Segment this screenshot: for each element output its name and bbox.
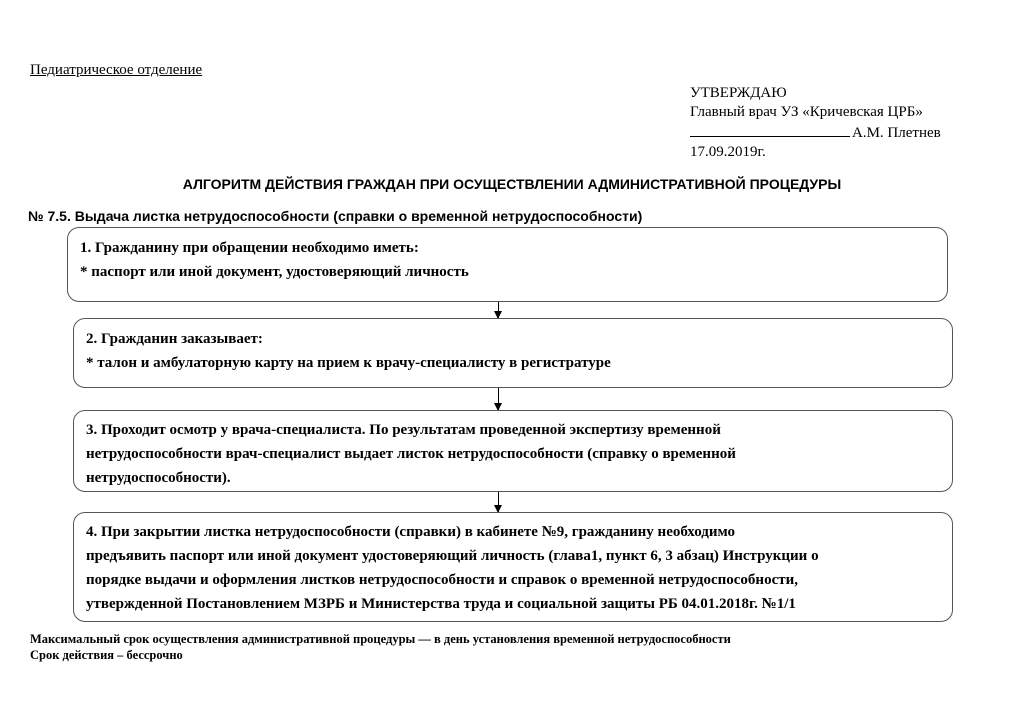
arrow-down-icon: [498, 388, 499, 410]
step-4-line-3: порядке выдачи и оформления листков нетрудоспособности и справок о временной нетрудоспособности,: [86, 572, 798, 588]
approval-date: 17.09.2019г.: [690, 144, 766, 160]
step-2-line-2: * талон и амбулаторную карту на прием к врачу-специалисту в регистратуре: [86, 355, 611, 371]
step-2-box: [73, 318, 953, 388]
max-term-note: Максимальный срок осуществления административной процедуры — в день установления временной нетрудоспособности: [30, 632, 731, 646]
arrow-down-icon: [498, 492, 499, 512]
step-1-line-2: * паспорт или иной документ, удостоверяющий личность: [80, 264, 469, 280]
step-4-line-4: утвержденной Постановлением МЗРБ и Министерства труда и социальной защиты РБ 04.01.2018г. №1/1: [86, 596, 796, 612]
signature-line: [690, 122, 850, 137]
step-4-line-1: 4. При закрытии листка нетрудоспособности (справки) в кабинете №9, гражданину необходимо: [86, 524, 736, 540]
step-2-line-1: 2. Гражданин заказывает:: [86, 331, 263, 347]
approval-heading: УТВЕРЖДАЮ: [690, 85, 787, 101]
step-4-box: [73, 512, 953, 622]
step-3-box: [73, 410, 953, 492]
validity-note: Срок действия – бессрочно: [30, 648, 183, 662]
step-3-line-2: нетрудоспособности врач-специалист выдает листок нетрудоспособности (справку о временной: [86, 446, 736, 462]
document-title: АЛГОРИТМ ДЕЙСТВИЯ ГРАЖДАН ПРИ ОСУЩЕСТВЛЕНИИ АДМИНИСТРАТИВНОЙ ПРОЦЕДУРЫ: [182, 176, 842, 192]
step-1-line-1: 1. Гражданину при обращении необходимо иметь:: [80, 240, 419, 256]
approval-signer-name: А.М. Плетнев: [852, 125, 941, 141]
approval-position: Главный врач УЗ «Кричевская ЦРБ»: [690, 104, 923, 120]
approval-signature-row: [690, 122, 941, 143]
step-4-line-2: предъявить паспорт или иной документ удостоверяющий личность (глава1, пункт 6, 3 абзац) Инструкции о: [86, 548, 819, 564]
step-1-box: [67, 227, 948, 302]
step-3-line-1: 3. Проходит осмотр у врача-специалиста. По результатам проведенной экспертизу временной: [86, 422, 721, 438]
step-3-line-3: нетрудоспособности).: [86, 470, 231, 486]
approval-block: [690, 84, 941, 162]
arrow-down-icon: [498, 302, 499, 318]
procedure-subtitle: № 7.5. Выдача листка нетрудоспособности (справки о временной нетрудоспособности): [28, 208, 643, 224]
department-name: Педиатрическое отделение: [30, 62, 203, 78]
